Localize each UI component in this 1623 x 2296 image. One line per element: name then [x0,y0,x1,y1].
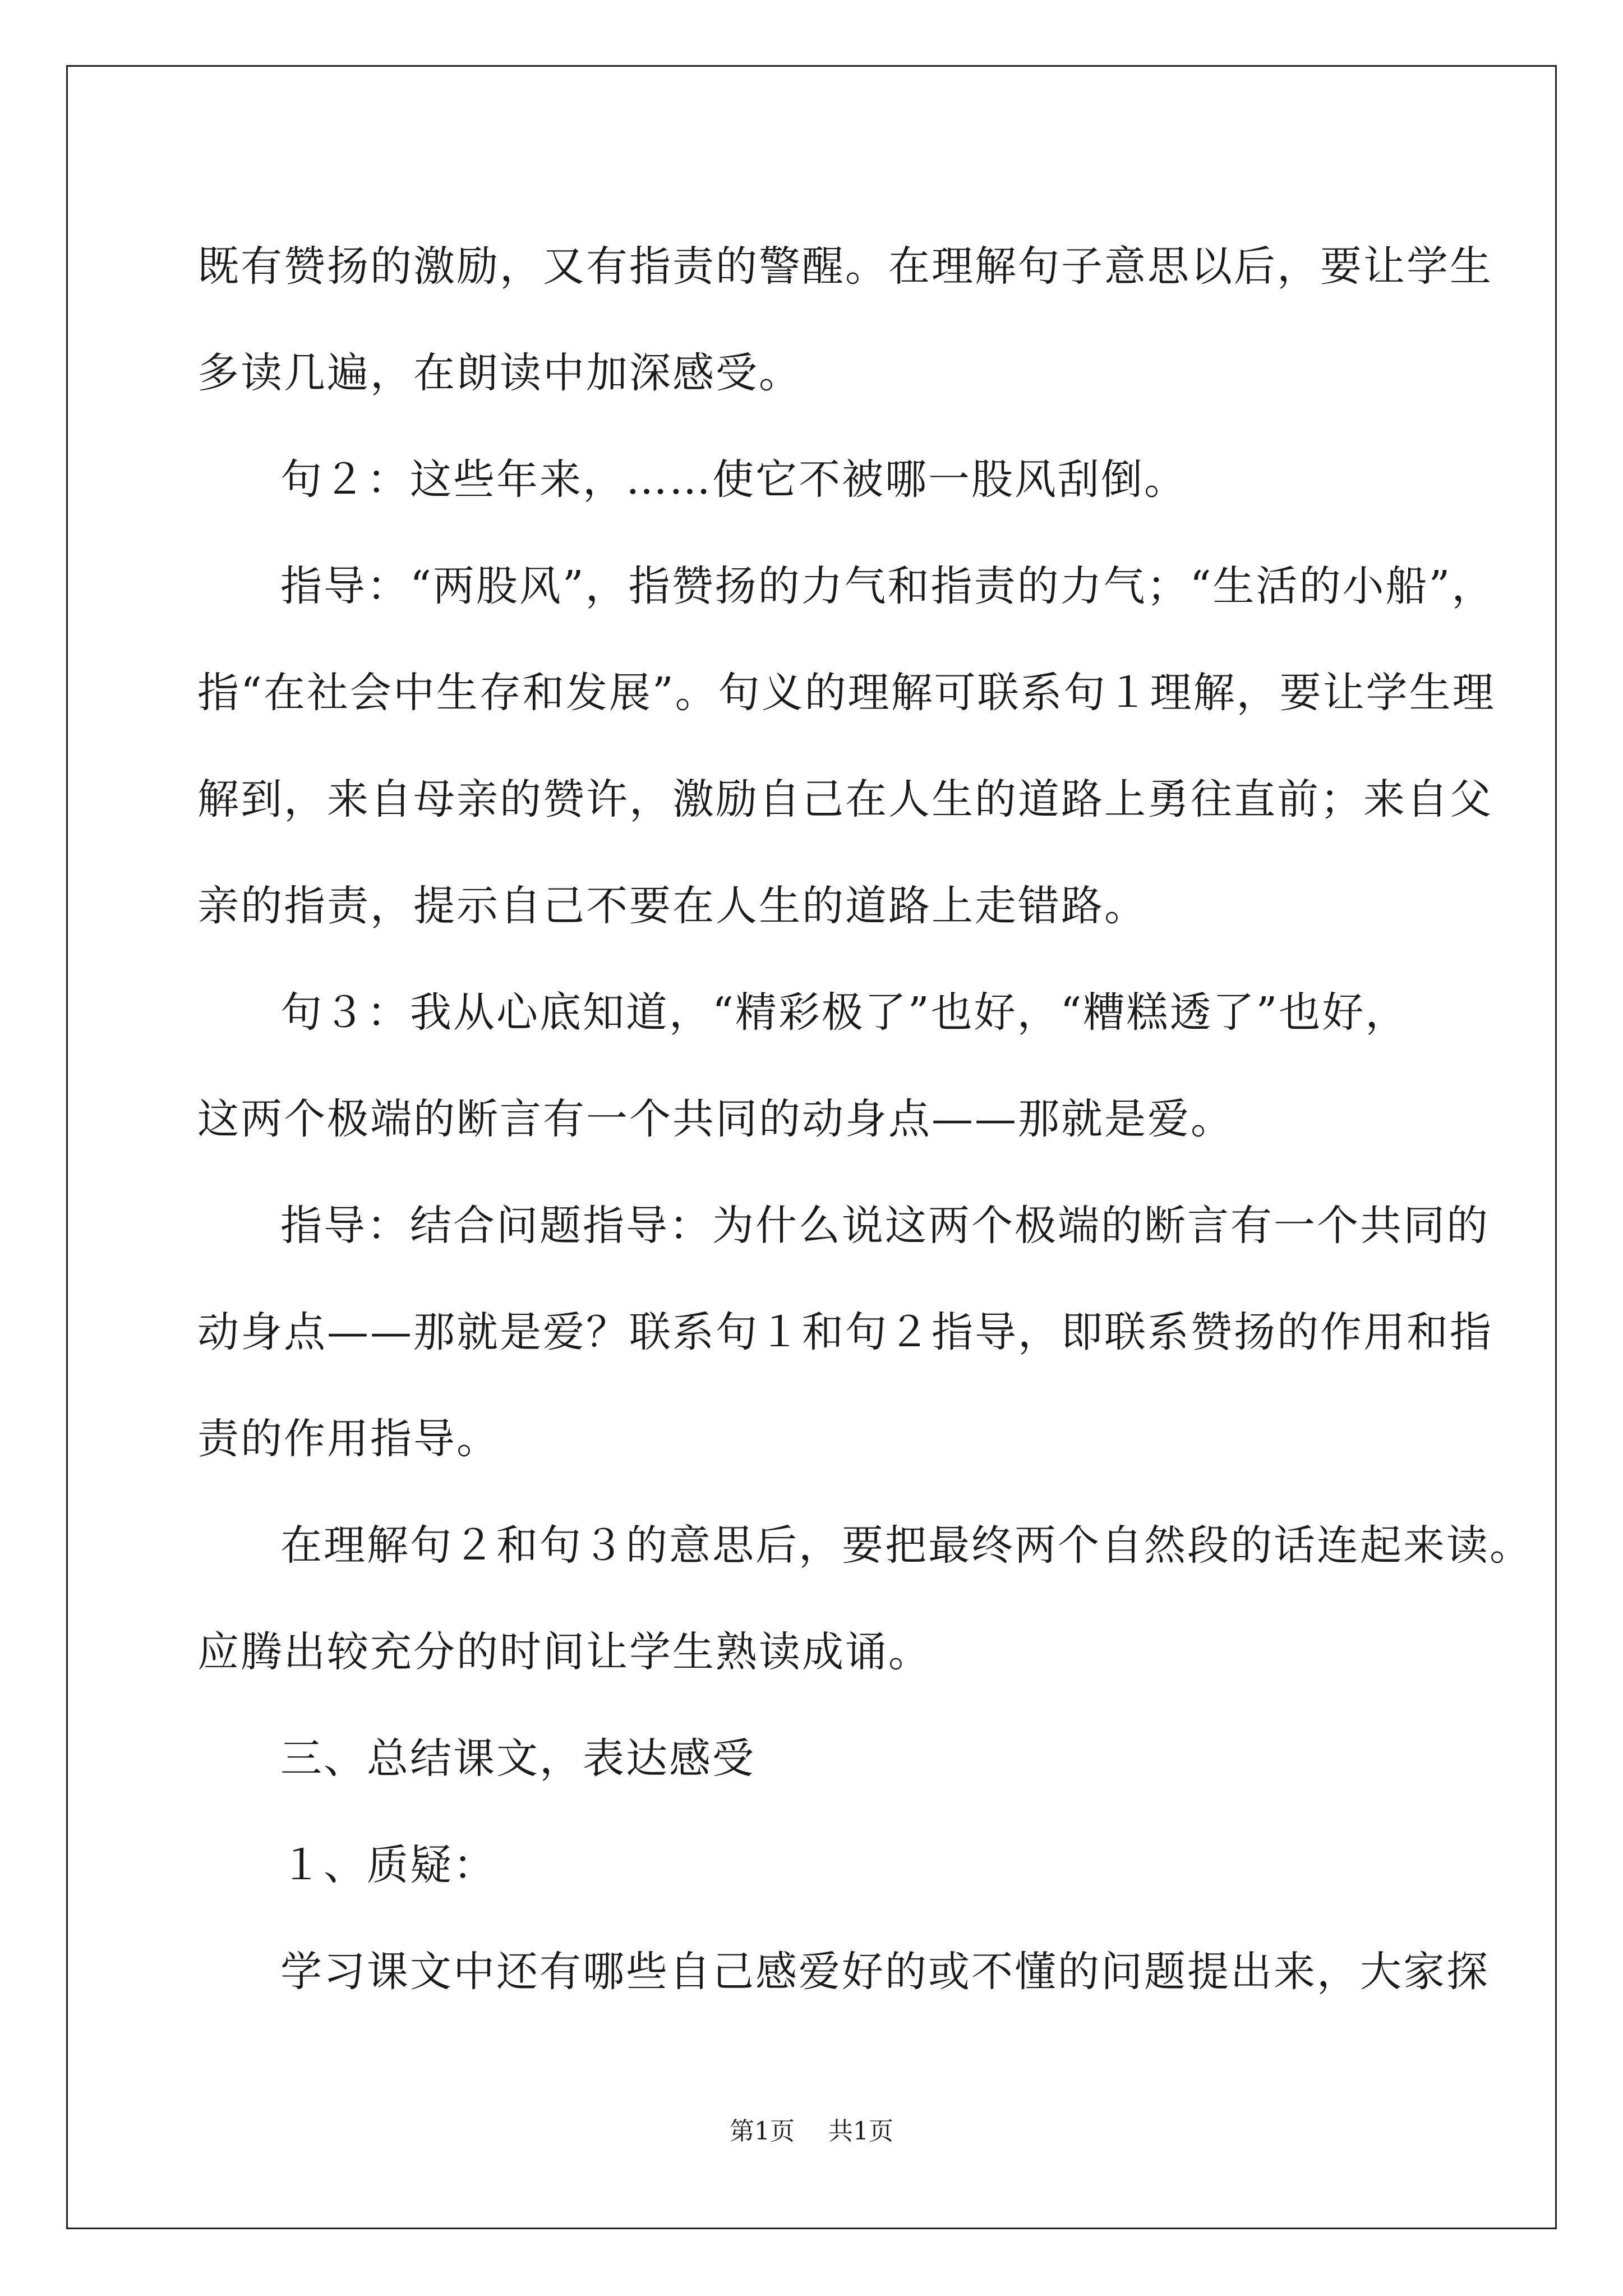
page-number-current: 第1页 [730,2117,795,2146]
text-line: 在理解句２和句３的意思后，要把最终两个自然段的话连起来读。 [280,1521,1533,1570]
text-line: 多读几遍，在朗读中加深感受。 [197,349,802,397]
subsection-heading: １、质疑： [280,1841,496,1889]
text-line: 应腾出较充分的时间让学生熟读成诵。 [197,1628,932,1676]
text-line: 指导：“两股风”，指赞扬的力气和指责的力气；“生活的小船”， [280,562,1495,610]
text-line: 句３：我从心底知道，“精彩极了”也好，“糟糕透了”也好， [280,988,1409,1037]
section-heading: 三、总结课文，表达感受 [280,1734,755,1783]
text-line: 亲的指责，提示自己不要在人生的道路上走错路。 [197,882,1147,930]
page-number-total: 共1页 [828,2117,893,2146]
text-line: 解到，来自母亲的赞许，激励自己在人生的道路上勇往直前；来自父 [197,775,1493,823]
text-line: 动身点——那就是爱？联系句１和句２指导，即联系赞扬的作用和指 [197,1308,1493,1356]
page-footer [0,2115,1623,2148]
text-line: 责的作用指导。 [197,1415,500,1463]
text-line: 这两个极端的断言有一个共同的动身点——那就是爱。 [197,1095,1234,1143]
document-body [197,213,1533,2025]
text-line: 指导：结合问题指导：为什么说这两个极端的断言有一个共同的 [280,1202,1490,1250]
text-line: 既有赞扬的激励，又有指责的警醒。在理解句子意思以后，要让学生 [197,242,1493,291]
text-line: 句２：这些年来，……使它不被哪一股风刮倒。 [280,455,1187,504]
text-line: 学习课文中还有哪些自己感爱好的或不懂的问题提出来，大家探 [280,1948,1490,1996]
text-line: 指“在社会中生存和发展”。句义的理解可联系句１理解，要让学生理 [197,669,1496,717]
